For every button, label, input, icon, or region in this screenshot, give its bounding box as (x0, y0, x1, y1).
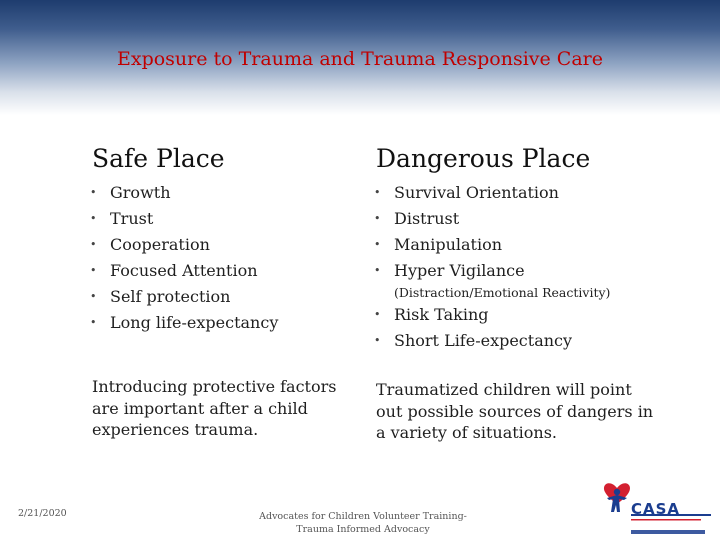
reactivity-note: (Distraction/Emotional Reactivity) (394, 285, 611, 300)
list-item: • Short Life-expectancy (376, 328, 676, 354)
footer-line-1: Advocates for Children Volunteer Training- (259, 511, 467, 522)
bullet-icon: • (90, 186, 97, 199)
dangerous-place-list-continued (376, 302, 676, 354)
safe-place-column (92, 142, 362, 336)
list-item: • Growth (92, 180, 362, 206)
casa-wordmark: CASA (631, 500, 681, 518)
list-item: • Survival Orientation (376, 180, 676, 206)
list-item: • Distrust (376, 206, 676, 232)
bullet-icon: • (90, 290, 97, 303)
dangerous-place-summary: Traumatized children will point out possible sources of dangers in a variety of situations. (376, 380, 654, 442)
list-item: • Trust (92, 206, 362, 232)
bullet-icon: • (374, 238, 381, 251)
dangerous-place-column (376, 142, 676, 354)
dangerous-place-heading: Dangerous Place (376, 144, 591, 173)
bullet-icon: • (374, 186, 381, 199)
bullet-icon: • (374, 334, 381, 347)
list-item: • Risk Taking (376, 302, 676, 328)
list-item: • Manipulation (376, 232, 676, 258)
list-item: • Self protection (92, 284, 362, 310)
footer-line-2: Trauma Informed Advocacy (296, 523, 430, 535)
bullet-icon: • (374, 308, 381, 321)
bullet-icon: • (90, 264, 97, 277)
list-item: • Long life-expectancy (92, 310, 362, 336)
footer-text (232, 511, 494, 536)
bullet-icon: • (374, 264, 381, 277)
list-item: • Hyper Vigilance (376, 258, 676, 284)
safe-place-list (92, 180, 362, 336)
dangerous-place-list (376, 180, 676, 284)
safe-place-summary: Introducing protective factors are important after a child experiences trauma. (92, 377, 337, 439)
bullet-icon: • (90, 316, 97, 329)
footer-date: 2/21/2020 (18, 508, 67, 519)
list-item: • Focused Attention (92, 258, 362, 284)
slide-title: Exposure to Trauma and Trauma Responsive Care (116, 48, 603, 70)
casa-logo (601, 478, 713, 538)
bullet-icon: • (90, 238, 97, 251)
safe-place-heading: Safe Place (92, 144, 225, 173)
bullet-icon: • (374, 212, 381, 225)
bullet-icon: • (90, 212, 97, 225)
list-item: • Cooperation (92, 232, 362, 258)
